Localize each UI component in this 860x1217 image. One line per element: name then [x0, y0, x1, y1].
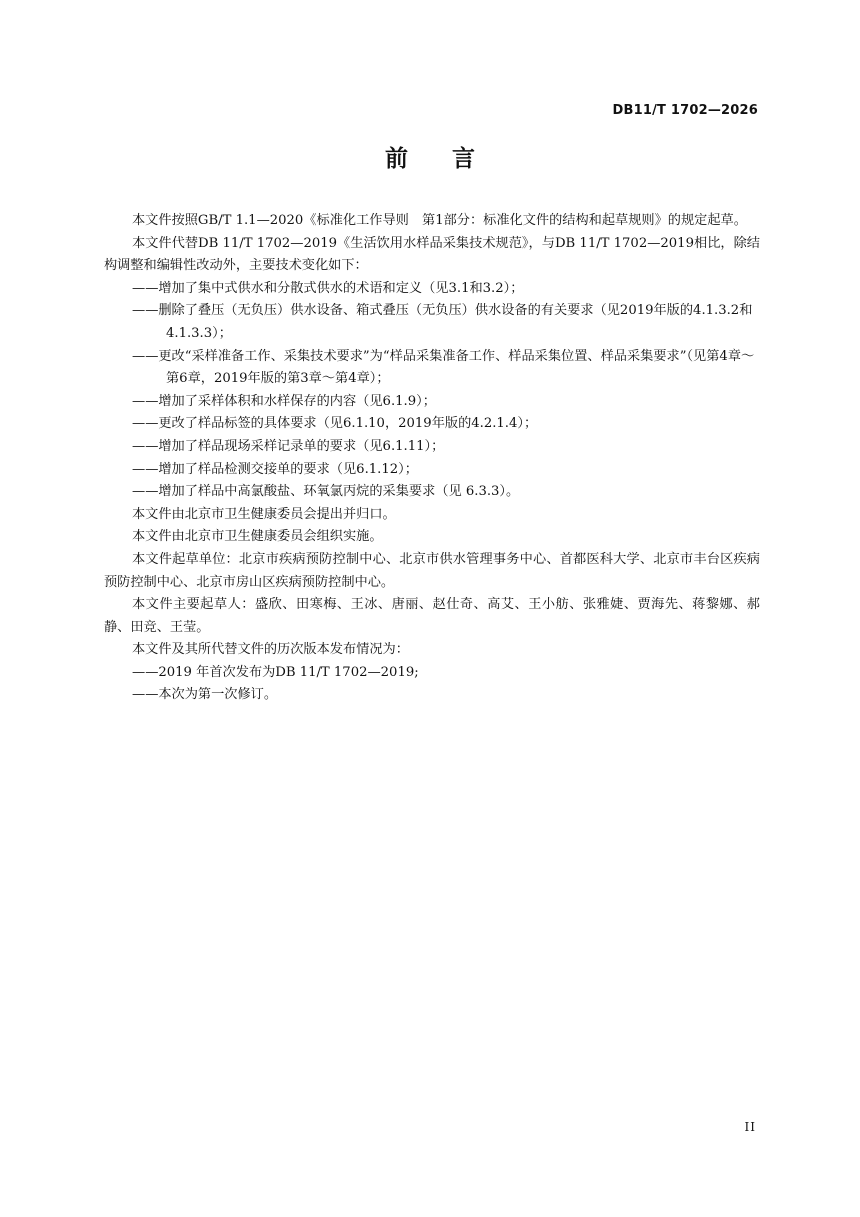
- paragraph-drafting-rules: 本文件按照GB/T 1.1—2020《标准化工作导则 第1部分：标准化文件的结构和起草规则》的规定起草。: [132, 213, 747, 228]
- page-number: II: [744, 1120, 756, 1134]
- history-item: ——本次为第一次修订。: [132, 687, 278, 703]
- paragraph-drafting-units: 本文件起草单位：北京市疾病预防控制中心、北京市供水管理事务中心、首都医科大学、北京市丰台区疾病预防控制中心、北京市房山区疾病预防控制中心。: [104, 551, 760, 590]
- change-item: ——增加了采样体积和水样保存的内容（见6.1.9）；: [132, 393, 436, 409]
- document-id: DB11/T 1702—2026: [612, 103, 758, 118]
- change-item: ——删除了叠压（无负压）供水设备、箱式叠压（无负压）供水设备的有关要求（见2019年版的4.1.3.2和4.1.3.3）；: [132, 303, 753, 341]
- change-item: ——增加了样品检测交接单的要求（见6.1.12）；: [132, 461, 418, 477]
- change-item: ——更改“采样准备工作、采集技术要求”为“样品采集准备工作、样品采集位置、样品采集要求”（见第4章～第6章，2019年版的第3章～第4章）；: [132, 348, 755, 387]
- paragraph-replacement: 本文件代替DB 11/T 1702—2019《生活饮用水样品采集技术规范》，与DB 11/T 1702—2019相比，除结构调整和编辑性改动外，主要技术变化如下：: [104, 235, 760, 274]
- paragraph-history: 本文件及其所代替文件的历次版本发布情况为：: [132, 642, 409, 658]
- change-item: ——增加了样品现场采样记录单的要求（见6.1.11）；: [132, 438, 445, 454]
- history-item: ——2019 年首次发布为DB 11/T 1702—2019;: [132, 664, 419, 680]
- change-item: ——增加了集中式供水和分散式供水的术语和定义（见3.1和3.2）；: [132, 280, 524, 296]
- paragraph-proposer: 本文件由北京市卫生健康委员会提出并归口。: [132, 506, 396, 522]
- paragraph-implementer: 本文件由北京市卫生健康委员会组织实施。: [132, 529, 383, 545]
- paragraph-drafters: 本文件主要起草人：盛欣、田寒梅、王冰、唐丽、赵仕奇、高艾、王小舫、张雅婕、贾海先、蒋黎娜、郝静、田竞、王莹。: [104, 597, 760, 635]
- title-char-2: 言: [452, 146, 475, 172]
- page-title: [0, 140, 860, 173]
- change-item: ——更改了样品标签的具体要求（见6.1.10，2019年版的4.2.1.4）；: [132, 416, 538, 432]
- document-body: [104, 210, 760, 707]
- change-item: ——增加了样品中高氯酸盐、环氧氯丙烷的采集要求（见 6.3.3）。: [132, 484, 520, 500]
- title-char-1: 前: [385, 146, 408, 172]
